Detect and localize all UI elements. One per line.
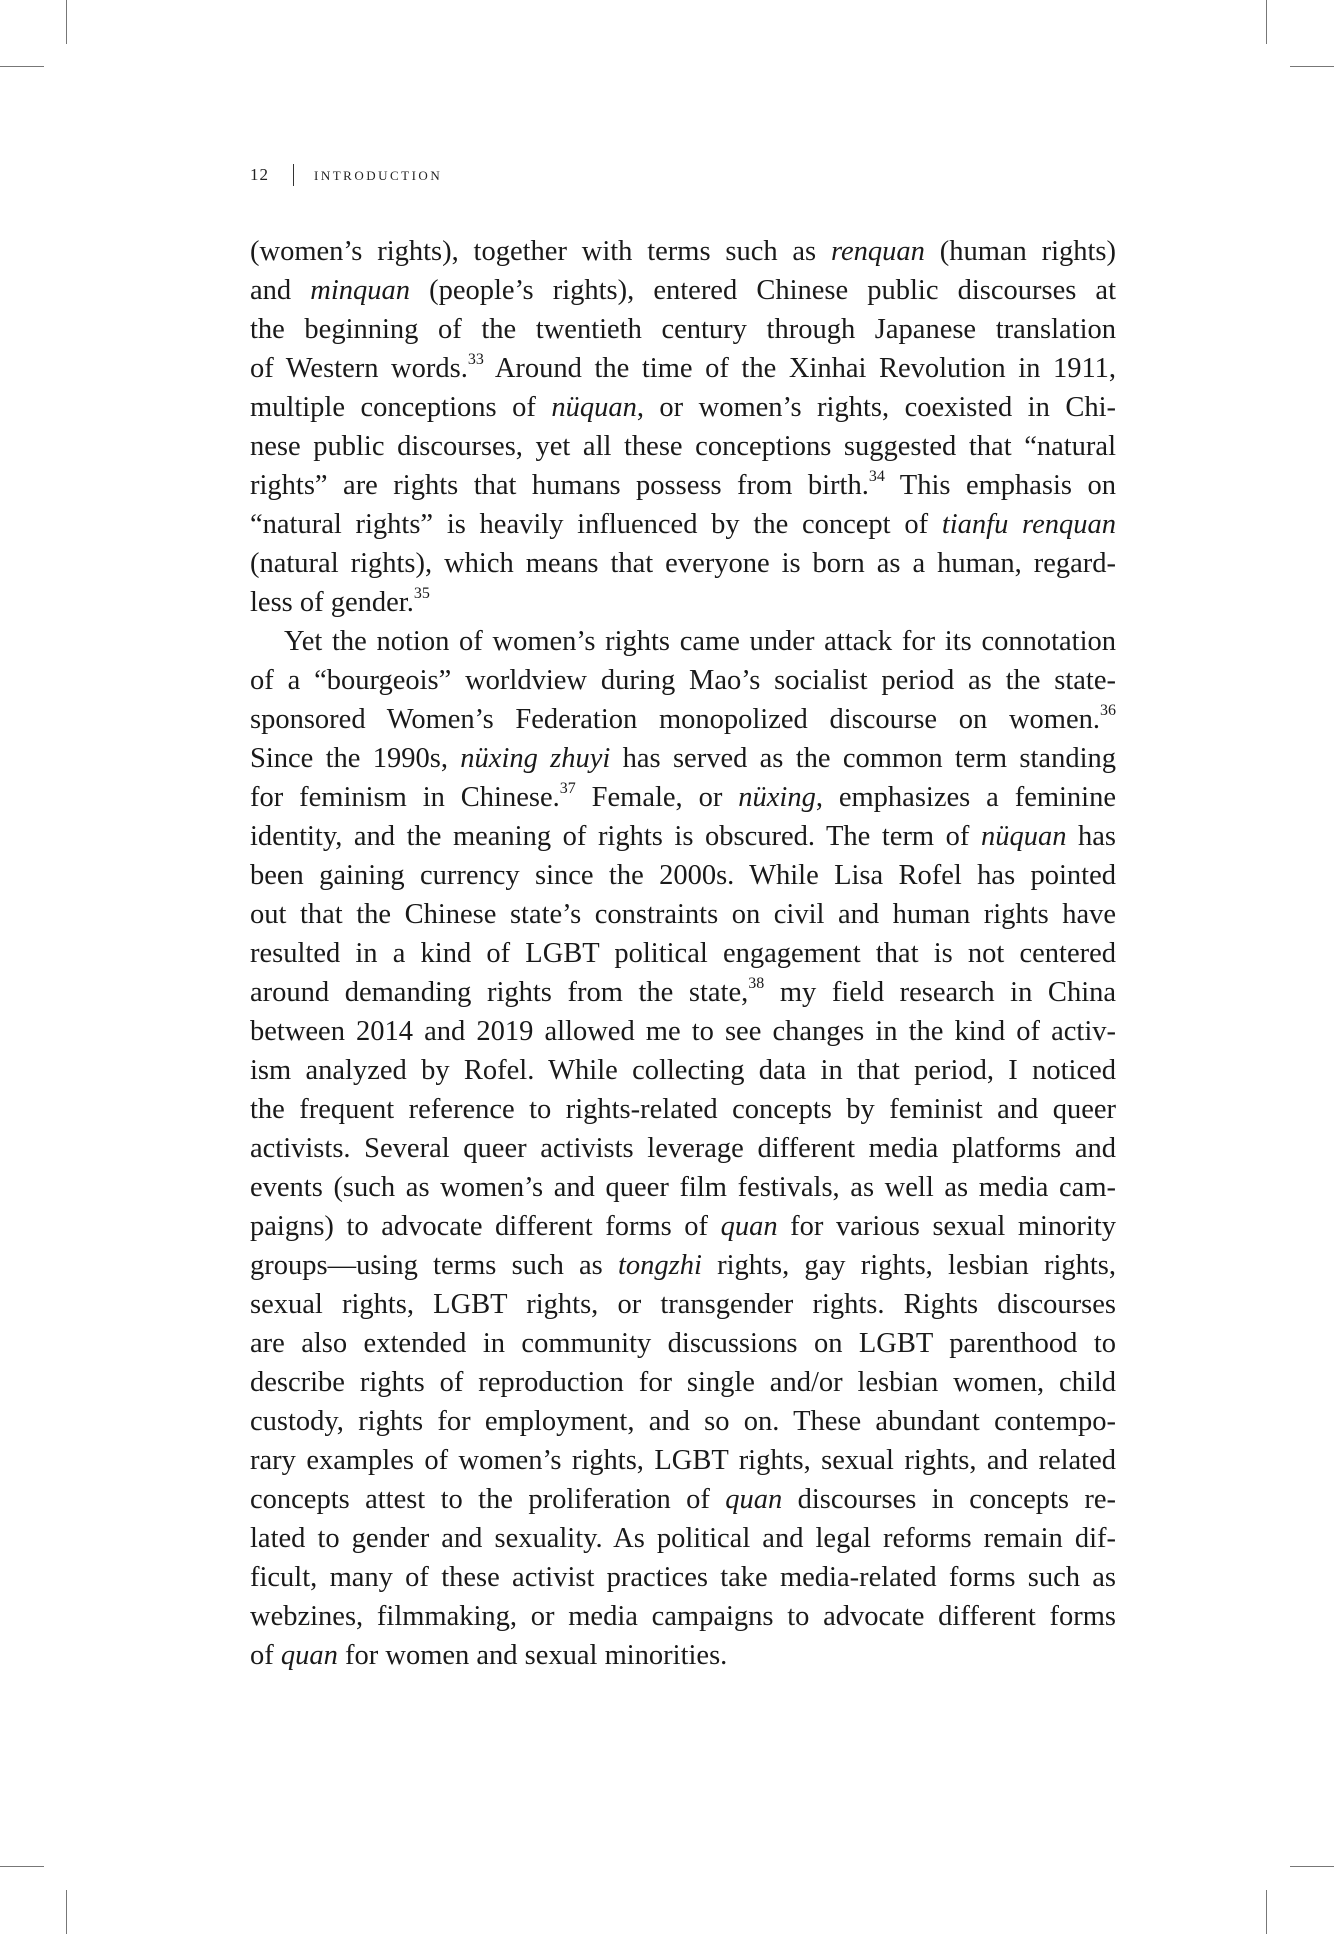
text-line bbox=[250, 1519, 1116, 1558]
text-line bbox=[250, 349, 1116, 388]
section-title: introduction bbox=[314, 164, 443, 185]
text-line bbox=[250, 1012, 1116, 1051]
text-run: rights, gay rights, lesbian rights, bbox=[701, 1250, 1117, 1281]
footnote-ref: 35 bbox=[413, 584, 430, 602]
italic-term: quan bbox=[725, 1484, 783, 1515]
header-divider bbox=[293, 164, 294, 186]
text-line bbox=[250, 700, 1116, 739]
text-run: describe rights of reproduction for single and/or lesbian women, child bbox=[250, 1367, 1116, 1398]
text-line bbox=[250, 1129, 1116, 1168]
text-run: (human rights) bbox=[924, 236, 1116, 267]
footnote-ref: 36 bbox=[1100, 701, 1116, 719]
text-line bbox=[250, 1480, 1116, 1519]
text-run: been gaining currency since the 2000s. While Lisa Rofel has pointed bbox=[250, 860, 1116, 891]
italic-term: nüquan bbox=[551, 392, 637, 423]
text-line bbox=[250, 1636, 1116, 1675]
crop-mark-top-left bbox=[66, 0, 67, 44]
text-line bbox=[250, 1363, 1116, 1402]
text-line bbox=[250, 1402, 1116, 1441]
crop-mark-bottom-right bbox=[1290, 1866, 1334, 1867]
text-run: of bbox=[250, 1640, 281, 1671]
text-run: nese public discourses, yet all these conceptions suggested that “natural bbox=[250, 431, 1116, 462]
text-run: rary examples of women’s rights, LGBT rights, sexual rights, and related bbox=[250, 1445, 1116, 1476]
text-run: activists. Several queer activists leverage different media platforms and bbox=[250, 1133, 1116, 1164]
text-run: ficult, many of these activist practices take media-related forms such as bbox=[250, 1562, 1116, 1593]
footnote-ref: 33 bbox=[467, 350, 484, 368]
text-run: Yet the notion of women’s rights came under attack for its connotation bbox=[284, 626, 1116, 657]
text-run: events (such as women’s and queer film festivals, as well as media cam- bbox=[250, 1172, 1116, 1203]
paragraph bbox=[250, 232, 1116, 622]
page-number: 12 bbox=[250, 165, 269, 184]
text-run: rights” are rights that humans possess from birth. bbox=[250, 470, 869, 501]
text-run: multiple conceptions of bbox=[250, 392, 552, 423]
italic-term: nüxing bbox=[738, 782, 816, 813]
text-run: This emphasis on bbox=[884, 470, 1116, 501]
text-line bbox=[250, 778, 1116, 817]
text-run: paigns) to advocate different forms of bbox=[250, 1211, 721, 1242]
text-line bbox=[250, 583, 1116, 622]
text-run: of a “bourgeois” worldview during Mao’s socialist period as the state- bbox=[250, 665, 1116, 696]
text-run: Around the time of the Xinhai Revolution in 1911, bbox=[483, 353, 1117, 384]
text-run: for women and sexual minorities. bbox=[337, 1640, 728, 1671]
footnote-ref: 38 bbox=[748, 974, 765, 992]
crop-mark-bottom-left bbox=[0, 1866, 44, 1867]
text-line bbox=[250, 427, 1116, 466]
text-line bbox=[250, 232, 1116, 271]
text-run: Female, or bbox=[575, 782, 739, 813]
text-line bbox=[250, 1558, 1116, 1597]
footnote-ref: 34 bbox=[868, 467, 885, 485]
text-line bbox=[250, 388, 1116, 427]
text-run: has bbox=[1066, 821, 1116, 852]
text-run: for various sexual minority bbox=[777, 1211, 1116, 1242]
paragraph bbox=[250, 622, 1116, 1675]
text-line bbox=[250, 271, 1116, 310]
text-run: Since the 1990s, bbox=[250, 743, 461, 774]
text-run: , or women’s rights, coexisted in Chi- bbox=[636, 392, 1116, 423]
text-run: , emphasizes a feminine bbox=[815, 782, 1117, 813]
text-line bbox=[250, 1441, 1116, 1480]
text-line bbox=[250, 973, 1116, 1012]
text-line bbox=[250, 466, 1116, 505]
text-line bbox=[250, 856, 1116, 895]
text-line bbox=[250, 1090, 1116, 1129]
text-run: my field research in China bbox=[764, 977, 1117, 1008]
italic-term: nüxing zhuyi bbox=[460, 743, 611, 774]
text-line bbox=[250, 310, 1116, 349]
text-line bbox=[250, 661, 1116, 700]
text-run: less of gender. bbox=[250, 587, 414, 618]
italic-term: tianfu renquan bbox=[941, 509, 1116, 540]
italic-term: quan bbox=[280, 1640, 338, 1671]
text-line bbox=[250, 622, 1116, 661]
running-head bbox=[250, 164, 442, 186]
text-run: sponsored Women’s Federation monopolized discourse on women. bbox=[250, 704, 1100, 735]
italic-term: minquan bbox=[310, 275, 411, 306]
text-run: sexual rights, LGBT rights, or transgender rights. Rights discourses bbox=[250, 1289, 1116, 1320]
text-run: webzines, filmmaking, or media campaigns to advocate different forms bbox=[250, 1601, 1116, 1632]
text-run: between 2014 and 2019 allowed me to see changes in the kind of activ- bbox=[250, 1016, 1116, 1047]
text-line bbox=[250, 934, 1116, 973]
crop-mark-bottom-right bbox=[1266, 1890, 1267, 1934]
text-run: identity, and the meaning of rights is obscured. The term of bbox=[250, 821, 981, 852]
text-run: and bbox=[250, 275, 311, 306]
text-line bbox=[250, 1597, 1116, 1636]
text-run: custody, rights for employment, and so on. These abundant contempo- bbox=[250, 1406, 1116, 1437]
text-line bbox=[250, 1246, 1116, 1285]
crop-mark-top-left bbox=[0, 66, 44, 67]
text-line bbox=[250, 1285, 1116, 1324]
italic-term: quan bbox=[720, 1211, 778, 1242]
text-run: has served as the common term standing bbox=[610, 743, 1116, 774]
text-run: around demanding rights from the state, bbox=[250, 977, 749, 1008]
text-run: resulted in a kind of LGBT political engagement that is not centered bbox=[250, 938, 1116, 969]
text-run: (people’s rights), entered Chinese public discourses at bbox=[410, 275, 1116, 306]
footnote-ref: 37 bbox=[559, 779, 576, 797]
text-run: the frequent reference to rights-related concepts by feminist and queer bbox=[250, 1094, 1116, 1125]
text-run: groups—using terms such as bbox=[250, 1250, 618, 1281]
italic-term: tongzhi bbox=[618, 1250, 702, 1281]
text-line bbox=[250, 817, 1116, 856]
text-run: concepts attest to the proliferation of bbox=[250, 1484, 726, 1515]
crop-mark-top-right bbox=[1266, 0, 1267, 44]
text-run: for feminism in Chinese. bbox=[250, 782, 560, 813]
text-run: discourses in concepts re- bbox=[782, 1484, 1116, 1515]
body-text bbox=[250, 232, 1116, 1675]
text-run: the beginning of the twentieth century through Japanese translation bbox=[250, 314, 1116, 345]
text-line bbox=[250, 544, 1116, 583]
text-run: “natural rights” is heavily influenced by the concept of bbox=[250, 509, 942, 540]
text-line bbox=[250, 1324, 1116, 1363]
italic-term: nüquan bbox=[980, 821, 1067, 852]
text-run: (women’s rights), together with terms such as bbox=[250, 236, 831, 267]
crop-mark-bottom-left bbox=[66, 1890, 67, 1934]
crop-mark-top-right bbox=[1290, 66, 1334, 67]
text-line bbox=[250, 1051, 1116, 1090]
text-line bbox=[250, 505, 1116, 544]
text-line bbox=[250, 1207, 1116, 1246]
text-line bbox=[250, 895, 1116, 934]
text-line bbox=[250, 739, 1116, 778]
text-run: of Western words. bbox=[250, 353, 468, 384]
text-run: out that the Chinese state’s constraints on civil and human rights have bbox=[250, 899, 1116, 930]
italic-term: renquan bbox=[830, 236, 925, 267]
text-run: are also extended in community discussions on LGBT parenthood to bbox=[250, 1328, 1116, 1359]
text-line bbox=[250, 1168, 1116, 1207]
text-run: ism analyzed by Rofel. While collecting data in that period, I noticed bbox=[250, 1055, 1116, 1086]
text-run: lated to gender and sexuality. As political and legal reforms remain dif- bbox=[250, 1523, 1116, 1554]
text-run: (natural rights), which means that everyone is born as a human, regard- bbox=[250, 548, 1116, 579]
